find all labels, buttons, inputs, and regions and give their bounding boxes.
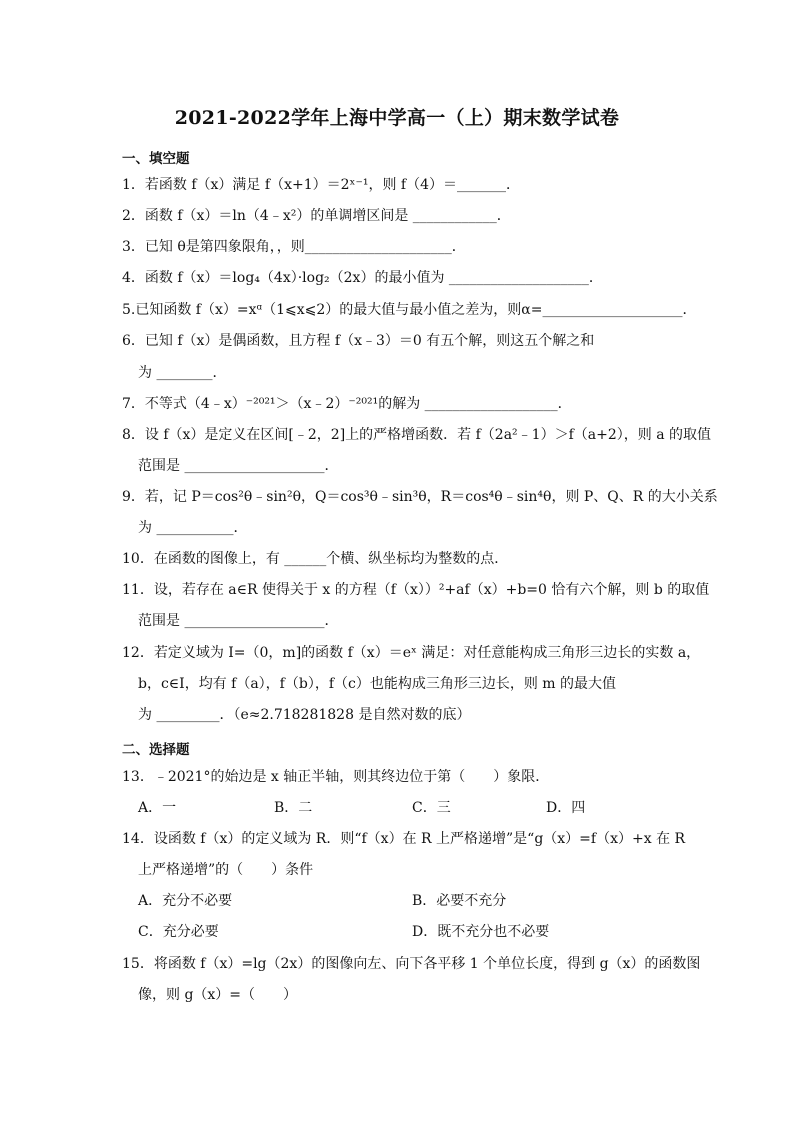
question-12: 12．若定义域为 I=（0，m]的函数 f（x）＝eˣ 满足：对任意能构成三角形三边长的实数 a，: [122, 645, 701, 661]
question-3: 3．已知 θ是第四象限角，，则_____________________．: [122, 239, 466, 255]
question-12-cont2: 为 _________．（e≈2.718281828 是自然对数的底）: [138, 707, 471, 723]
question-10: 10．在函数的图像上，有 ______个横、纵坐标均为整数的点．: [122, 551, 509, 567]
option-c[interactable]: C．充分必要: [138, 924, 219, 940]
option-d[interactable]: D．既不充分也不必要: [412, 924, 550, 940]
question-8: 8．设 f（x）是定义在区间[﹣2，2]上的严格增函数．若 f（2a²﹣1）＞f（a+2），则 a 的取值: [122, 427, 711, 443]
exam-title: 2021-2022学年上海中学高一（上）期末数学试卷: [174, 107, 620, 129]
option-a[interactable]: A．充分不必要: [138, 893, 233, 909]
option-d[interactable]: D．四: [546, 800, 586, 816]
question-12-cont: b，c∈I，均有 f（a），f（b），f（c）也能构成三角形三边长，则 m 的最大值: [138, 676, 617, 692]
question-8-cont: 范围是 ____________________．: [138, 458, 339, 474]
question-7: 7．不等式（4﹣x）⁻²⁰²¹＞（x﹣2）⁻²⁰²¹的解为 ___________________．: [122, 396, 572, 412]
section-multiple-choice: 二、选择题: [122, 742, 190, 758]
question-15-cont: 像，则 g（x）=（ ）: [138, 987, 298, 1003]
question-1: 1．若函数 f（x）满足 f（x+1）＝2ˣ⁻¹，则 f（4）＝_______．: [122, 177, 520, 193]
question-2: 2．函数 f（x）＝ln（4﹣x²）的单调增区间是 ____________．: [122, 208, 511, 224]
option-b[interactable]: B．二: [274, 800, 313, 816]
question-6-cont: 为 ________．: [138, 365, 227, 381]
question-9: 9．若，记 P＝cos²θ﹣sin²θ，Q＝cos³θ﹣sin³θ，R＝cos⁴θ﹣sin⁴θ，则 P、Q、R 的大小关系: [122, 489, 718, 505]
section-fill-in: 一、填空题: [122, 151, 190, 167]
question-13: 13．﹣2021°的始边是 x 轴正半轴，则其终边位于第（ ）象限．: [122, 769, 550, 785]
question-5: 5.已知函数 f（x）=xᵅ（1⩽x⩽2）的最大值与最小值之差为，则α=____________________．: [122, 302, 697, 318]
question-9-cont: 为 ___________．: [138, 520, 248, 536]
question-14-cont: 上严格递增”的（ ）条件: [138, 862, 314, 878]
option-b[interactable]: B．必要不充分: [412, 893, 507, 909]
option-c[interactable]: C．三: [412, 800, 451, 816]
question-11-cont: 范围是 ____________________．: [138, 613, 339, 629]
question-6: 6．已知 f（x）是偶函数，且方程 f（x﹣3）＝0 有五个解，则这五个解之和: [122, 333, 595, 349]
question-11: 11．设，若存在 a∈R 使得关于 x 的方程（f（x））²+af（x）+b=0 恰有六个解，则 b 的取值: [122, 582, 710, 598]
question-4: 4．函数 f（x）＝log₄（4x）·log₂（2x）的最小值为 ____________________．: [122, 270, 603, 286]
option-a[interactable]: A．一: [138, 800, 177, 816]
question-15: 15．将函数 f（x）=lg（2x）的图像向左、向下各平移 1 个单位长度，得到 g（x）的函数图: [122, 956, 701, 972]
question-14: 14．设函数 f（x）的定义域为 R．则“f（x）在 R 上严格递增”是“g（x）=f（x）+x 在 R: [122, 831, 686, 847]
